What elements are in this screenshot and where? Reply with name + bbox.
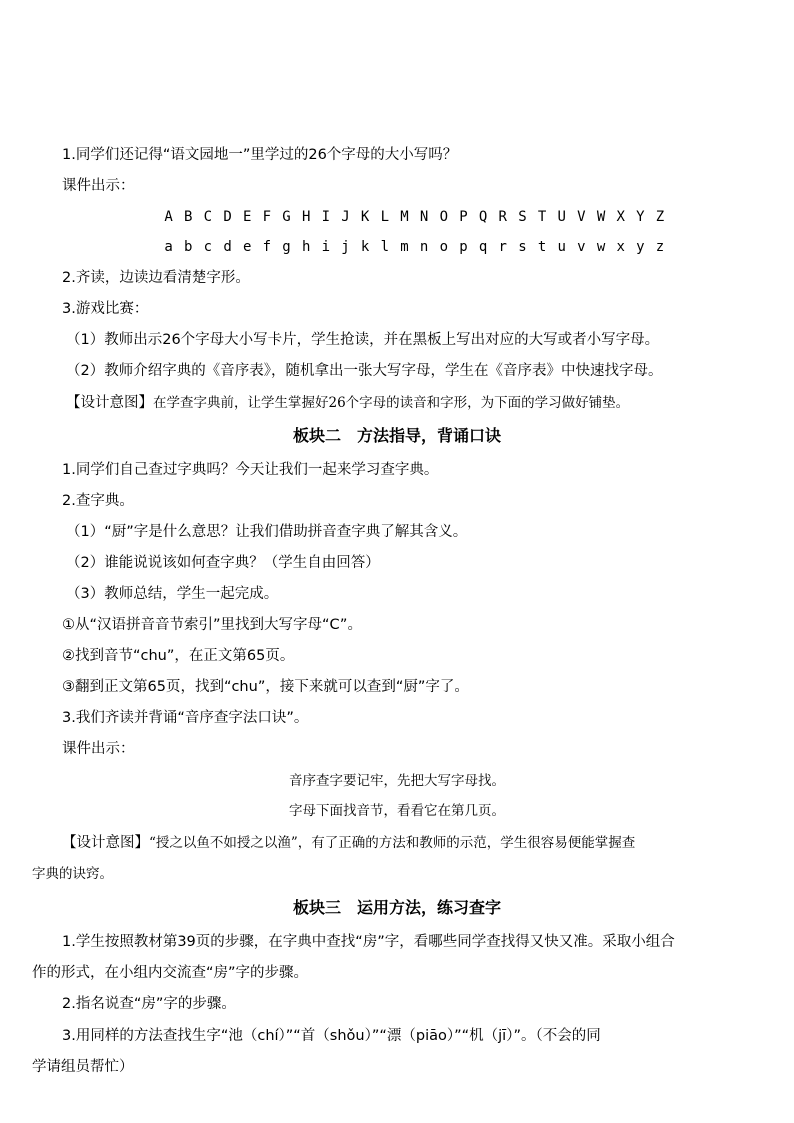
section-heading-block3: 板块三 运用方法，练习查字 <box>292 898 501 917</box>
courseware-label-2: 课件出示： <box>62 741 135 757</box>
design-intent-2 <box>0 833 794 853</box>
design-intent-1 <box>0 393 794 413</box>
block3-para-1: 1.学生按照教材第39页的步骤，在字典中查找“房”字，看哪些同学查找得又快又准。采取小组合 <box>62 934 675 950</box>
rhyme-line-1: 音序查字要记牢，先把大写字母找。 <box>289 773 505 789</box>
block2-step-1: （1）“厨”字是什么意思？让我们借助拼音查字典了解其含义。 <box>66 524 468 540</box>
design-intent-text: 在学查字典前，让学生掌握好26个字母的读音和字形，为下面的学习做好铺垫。 <box>153 395 630 411</box>
game-step-2: （2）教师介绍字典的《音序表》，随机拿出一张大写字母，学生在《音序表》中快速找字母。 <box>66 363 663 379</box>
courseware-label: 课件出示： <box>62 178 135 194</box>
block3-para-1-cont: 作的形式，在小组内交流查“房”字的步骤。 <box>32 965 309 981</box>
block2-question-1: 1.同学们自己查过字典吗？今天让我们一起来学习查字典。 <box>62 462 439 478</box>
design-intent-tag: 【设计意图】 <box>62 835 149 851</box>
lowercase-alphabet: a b c d e f g h i j k l m n o p q r s t u v w x y z <box>164 239 666 255</box>
design-intent-2-cont: 字典的诀窍。 <box>32 866 113 882</box>
section-heading-block2: 板块二 方法指导，背诵口诀 <box>292 426 501 445</box>
block2-question-3: 3.我们齐读并背诵“音序查字法口诀”。 <box>62 710 309 726</box>
block3-para-2: 2.指名说查“房”字的步骤。 <box>62 996 236 1012</box>
rhyme-line-2: 字母下面找音节，看看它在第几页。 <box>289 803 505 819</box>
question-1: 1.同学们还记得“语文园地一”里学过的26个字母的大小写吗？ <box>62 147 458 163</box>
block2-question-2: 2.查字典。 <box>62 493 134 509</box>
block3-para-3-cont: 学请组员帮忙） <box>32 1059 134 1075</box>
game-step-1: （1）教师出示26个字母大小写卡片，学生抢读，并在黑板上写出对应的大写或者小写字母。 <box>66 332 660 348</box>
design-intent-text: “授之以鱼不如授之以渔”，有了正确的方法和教师的示范，学生很容易便能掌握查 <box>149 835 636 851</box>
lookup-step-2: ②找到音节“chu”，在正文第65页。 <box>62 648 295 664</box>
lookup-step-3: ③翻到正文第65页，找到“chu”，接下来就可以查到“厨”字了。 <box>62 679 469 695</box>
uppercase-alphabet: A B C D E F G H I J K L M N O P Q R S T U V W X Y Z <box>164 209 666 225</box>
question-2: 2.齐读，边读边看清楚字形。 <box>62 270 250 286</box>
block3-para-3: 3.用同样的方法查找生字“池（chí）”“首（shǒu）”“漂（piāo）”“机（jī）”。（不会的同 <box>62 1028 601 1044</box>
question-3: 3.游戏比赛： <box>62 301 149 317</box>
block2-step-2: （2）谁能说说该如何查字典？（学生自由回答） <box>66 555 380 571</box>
design-intent-tag: 【设计意图】 <box>66 395 153 411</box>
lookup-step-1: ①从“汉语拼音音节索引”里找到大写字母“C”。 <box>62 617 362 633</box>
block2-step-3: （3）教师总结，学生一起完成。 <box>66 586 279 602</box>
